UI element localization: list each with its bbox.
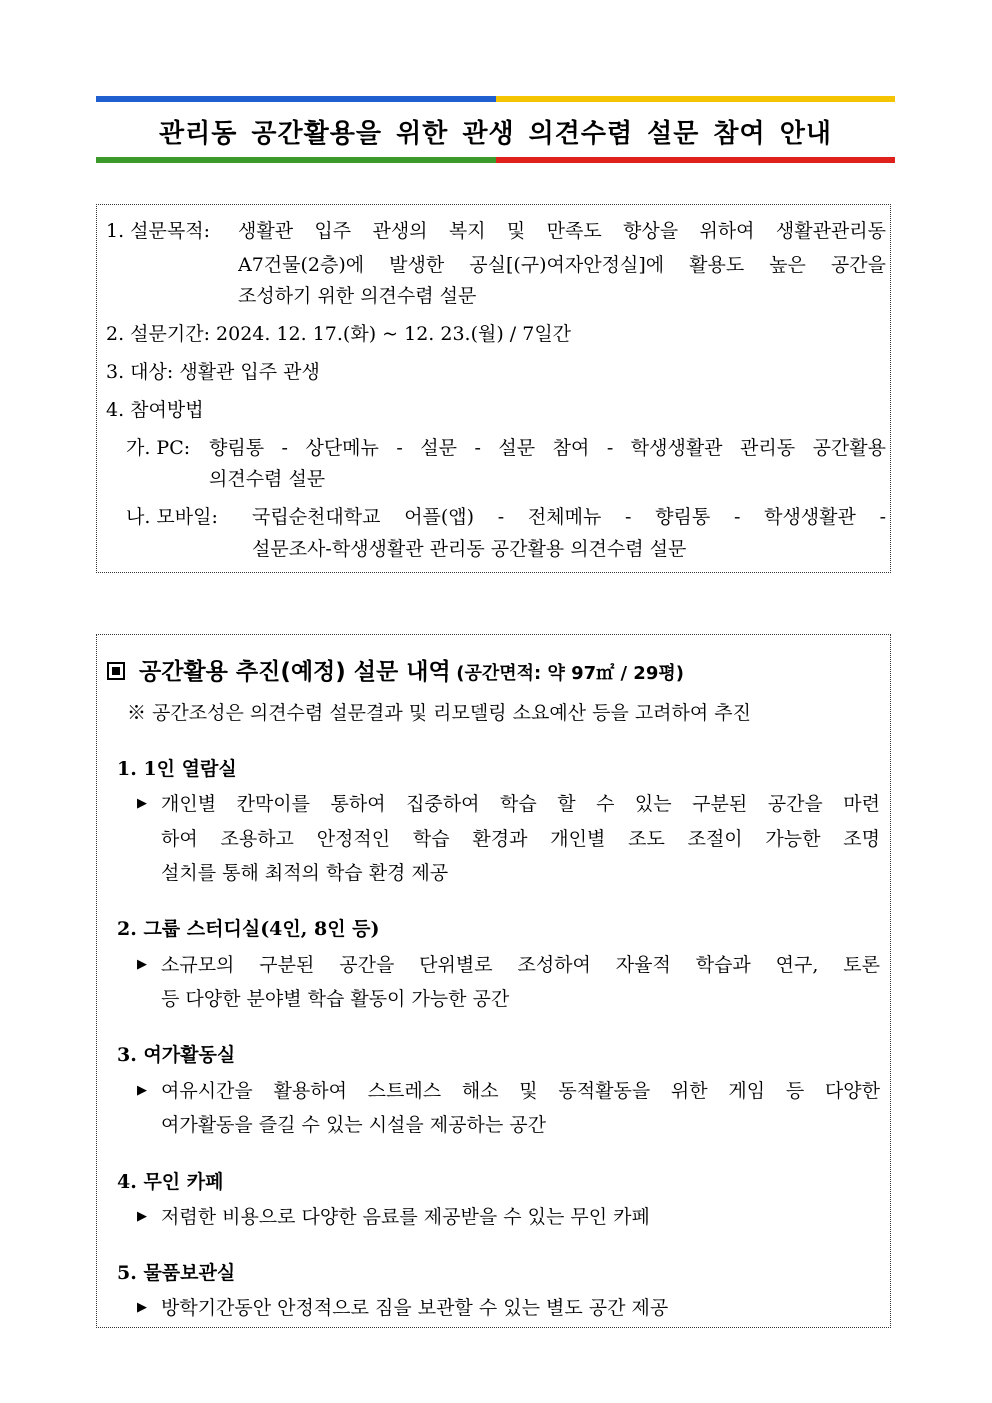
purpose-line: 생활관 입주 관생의 복지 및 만족도 향상을 위하여 생활관관리동: [238, 220, 886, 242]
item-heading: 3. 여가활동실: [117, 1044, 236, 1066]
purpose-label: 1. 설문목적:: [106, 220, 210, 242]
section-title: [107, 653, 684, 686]
purpose-line: A7건물(2층)에 발생한 공실[(구)여자안정실]에 활용도 높은 공간을: [238, 254, 886, 276]
target-text: 3. 대상: 생활관 입주 관생: [106, 361, 320, 383]
note-text: ※ 공간조성은 의견수렴 설문결과 및 리모델링 소요예산 등을 고려하여 추진: [127, 702, 751, 724]
purpose-line: 조성하기 위한 의견수렴 설문: [238, 285, 477, 307]
pc-line: 향림통 - 상단메뉴 - 설문 - 설문 참여 - 학생생활관 관리동 공간활용: [209, 437, 886, 459]
triangle-bullet-icon: ▶: [137, 1209, 147, 1224]
section-title-main: 공간활용 추진(예정) 설문 내역: [139, 659, 451, 685]
bar-segment-blue: [96, 96, 496, 102]
triangle-bullet-icon: ▶: [137, 1300, 147, 1315]
pc-line: 의견수렴 설문: [209, 468, 326, 490]
item-heading: 4. 무인 카페: [117, 1171, 224, 1193]
bar-segment-red: [496, 157, 896, 163]
triangle-bullet-icon: ▶: [137, 796, 147, 811]
item-line: 여유시간을 활용하여 스트레스 해소 및 동적활동을 위한 게임 등 다양한: [161, 1080, 880, 1102]
bar-segment-yellow: [496, 96, 896, 102]
space-plan-box: [96, 634, 891, 1328]
item-line: 소규모의 구분된 공간을 단위별로 조성하여 자율적 학습과 연구, 토론: [161, 954, 880, 976]
period-text: 2. 설문기간: 2024. 12. 17.(화) ~ 12. 23.(월) / 7일간: [106, 323, 572, 345]
page-title: 관리동 공간활용을 위한 관생 의견수렴 설문 참여 안내: [159, 118, 832, 149]
item-line: 방학기간동안 안정적으로 짐을 보관할 수 있는 별도 공간 제공: [161, 1297, 669, 1319]
title-bottom-bar: [96, 157, 895, 163]
item-line: 하여 조용하고 안정적인 학습 환경과 개인별 조도 조절이 가능한 조명: [161, 828, 880, 850]
item-heading: 2. 그룹 스터디실(4인, 8인 등): [117, 918, 380, 940]
mobile-line: 국립순천대학교 어플(앱) - 전체메뉴 - 향림통 - 학생생활관 -: [252, 506, 886, 528]
method-label: 4. 참여방법: [106, 399, 204, 421]
item-line: 여가활동을 즐길 수 있는 시설을 제공하는 공간: [161, 1114, 546, 1136]
item-heading: 1. 1인 열람실: [117, 758, 237, 780]
pc-label: 가. PC:: [126, 437, 191, 459]
bar-segment-green: [96, 157, 496, 163]
square-bullet-icon: [107, 662, 125, 680]
triangle-bullet-icon: ▶: [137, 1083, 147, 1098]
item-line: 저렴한 비용으로 다양한 음료를 제공받을 수 있는 무인 카페: [161, 1206, 650, 1228]
item-line: 설치를 통해 최적의 학습 환경 제공: [161, 862, 449, 884]
item-line: 등 다양한 분야별 학습 활동이 가능한 공간: [161, 988, 510, 1010]
item-line: 개인별 칸막이를 통하여 집중하여 학습 할 수 있는 구분된 공간을 마련: [161, 793, 880, 815]
title-top-bar: [96, 96, 895, 102]
item-heading: 5. 물품보관실: [117, 1262, 236, 1284]
section-title-sub: (공간면적: 약 97㎡ / 29평): [456, 663, 684, 684]
survey-info-box: [96, 204, 891, 573]
mobile-label: 나. 모바일:: [126, 506, 218, 528]
triangle-bullet-icon: ▶: [137, 957, 147, 972]
mobile-line: 설문조사-학생생활관 관리동 공간활용 의견수렴 설문: [252, 538, 687, 560]
